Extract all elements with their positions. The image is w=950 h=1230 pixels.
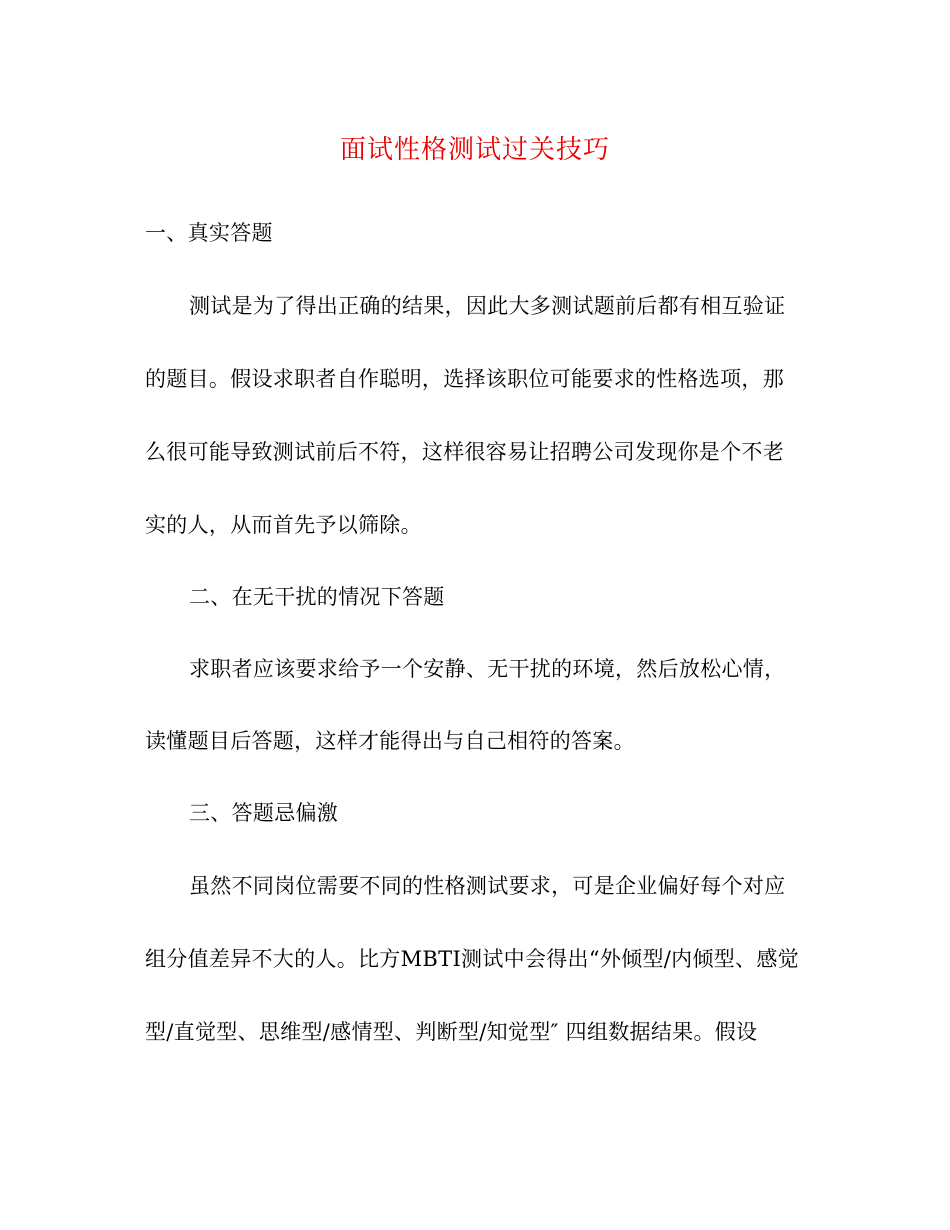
paragraph-3-line-1: 虽然不同岗位需要不同的性格测试要求，可是企业偏好每个对应	[189, 874, 786, 898]
document-title: 面试性格测试过关技巧	[339, 135, 610, 165]
paragraph-1-line-2: 的题目。假设求职者自作聪明，选择该职位可能要求的性格选项，那	[145, 367, 784, 391]
paragraph-2-line-2: 读懂题目后答题，这样才能得出与自己相符的答案。	[145, 729, 635, 753]
paragraph-1-line-4: 实的人，从而首先予以筛除。	[145, 513, 422, 537]
paragraph-2-line-1: 求职者应该要求给予一个安静、无干扰的环境，然后放松心情，	[189, 657, 786, 681]
paragraph-3-line-3: 型/直觉型、思维型/感情型、判断型/知觉型″ 四组数据结果。假设	[145, 1020, 758, 1044]
section-heading-3: 三、答题忌偏激	[189, 801, 339, 825]
paragraph-1-line-1: 测试是为了得出正确的结果，因此大多测试题前后都有相互验证	[189, 294, 786, 318]
paragraph-3-line-2: 组分值差异不大的人。比方MBTI测试中会得出“外倾型/内倾型、感觉	[145, 947, 799, 971]
section-heading-1: 一、真实答题	[145, 221, 273, 245]
paragraph-1-line-3: 么很可能导致测试前后不符，这样很容易让招聘公司发现你是个不老	[145, 440, 784, 464]
section-heading-2: 二、在无干扰的情况下答题	[189, 585, 445, 609]
